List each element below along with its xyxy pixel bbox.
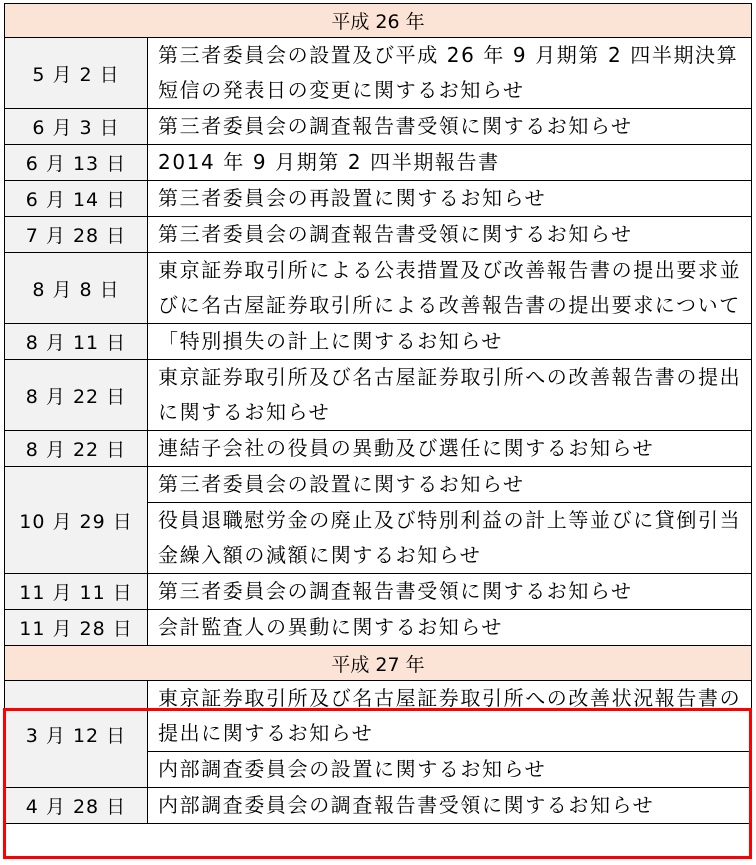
description-text: 2014 年 9 月期第 2 四半期報告書 — [158, 150, 500, 174]
description-cell — [148, 253, 751, 323]
description-cell — [148, 109, 751, 144]
description-text: 連結子会社の役員の異動及び選任に関するお知らせ — [158, 436, 655, 460]
table-row — [4, 145, 752, 181]
description-text: 東京証券取引所による公表措置及び改善報告書の提出要求並びに名古屋証券取引所による改善報告書の提出要求について — [158, 258, 742, 317]
era-header-row — [4, 646, 752, 681]
table-row — [4, 38, 752, 109]
era-header-row — [4, 3, 752, 38]
table-row — [4, 109, 752, 145]
table-row — [4, 574, 752, 610]
description-text: 内部調査委員会の調査報告書受領に関するお知らせ — [158, 793, 655, 817]
date-cell: 8 月 22 日 — [5, 360, 148, 430]
date-cell: 8 月 22 日 — [5, 431, 148, 466]
date-cell: 4 月 28 日 — [5, 788, 148, 823]
description-cell — [148, 324, 751, 359]
description-text: 東京証券取引所及び名古屋証券取引所への改善報告書の提出に関するお知らせ — [158, 365, 742, 424]
table-row — [4, 431, 752, 467]
table-row — [4, 253, 752, 324]
description-text: 第三者委員会の設置に関するお知らせ — [158, 472, 525, 496]
table-row — [4, 467, 752, 574]
description-text: 第三者委員会の調査報告書受領に関するお知らせ — [158, 579, 633, 603]
date-cell: 6 月 13 日 — [5, 145, 148, 180]
description-cell — [148, 217, 751, 252]
table-row — [4, 681, 752, 788]
description-cell — [148, 38, 751, 108]
description-cell — [148, 431, 751, 466]
description-text: 役員退職慰労金の廃止及び特別利益の計上等並びに貸倒引当金繰入額の減額に関するお知らせ — [148, 502, 751, 573]
description-text: 第三者委員会の再設置に関するお知らせ — [158, 186, 547, 210]
date-cell: 5 月 2 日 — [5, 38, 148, 108]
disclosure-table — [4, 3, 752, 824]
description-cell — [148, 610, 751, 645]
era-label: 平成 27 年 — [331, 653, 425, 676]
date-cell: 8 月 8 日 — [5, 253, 148, 323]
date-cell: 7 月 28 日 — [5, 217, 148, 252]
description-text: 第三者委員会の設置及び平成 26 年 9 月期第 2 四半期決算短信の発表日の変更に関するお知らせ — [158, 43, 739, 102]
description-cell — [148, 145, 751, 180]
date-cell: 3 月 12 日 — [5, 681, 148, 787]
date-cell: 11 月 11 日 — [5, 574, 148, 609]
description-text: 会計監査人の異動に関するお知らせ — [158, 615, 503, 639]
description-text: 東京証券取引所及び名古屋証券取引所への改善状況報告書の提出に関するお知らせ — [158, 686, 742, 745]
description-text: 第三者委員会の調査報告書受領に関するお知らせ — [158, 222, 633, 246]
description-text: 第三者委員会の調査報告書受領に関するお知らせ — [158, 114, 633, 138]
date-cell: 6 月 3 日 — [5, 109, 148, 144]
description-cell — [148, 467, 751, 573]
table-row — [4, 324, 752, 360]
description-text: 「特別損失の計上に関するお知らせ — [158, 329, 503, 353]
description-cell — [148, 181, 751, 216]
description-cell — [148, 788, 751, 823]
table-row — [4, 217, 752, 253]
description-cell — [148, 574, 751, 609]
description-cell — [148, 360, 751, 430]
table-row — [4, 360, 752, 431]
table-row — [4, 181, 752, 217]
table-row — [4, 788, 752, 824]
description-cell — [148, 681, 751, 787]
date-cell: 8 月 11 日 — [5, 324, 148, 359]
description-text: 内部調査委員会の設置に関するお知らせ — [148, 751, 751, 787]
table-row — [4, 610, 752, 646]
era-label: 平成 26 年 — [331, 11, 425, 33]
date-cell: 6 月 14 日 — [5, 181, 148, 216]
date-cell: 10 月 29 日 — [5, 467, 148, 573]
date-cell: 11 月 28 日 — [5, 610, 148, 645]
